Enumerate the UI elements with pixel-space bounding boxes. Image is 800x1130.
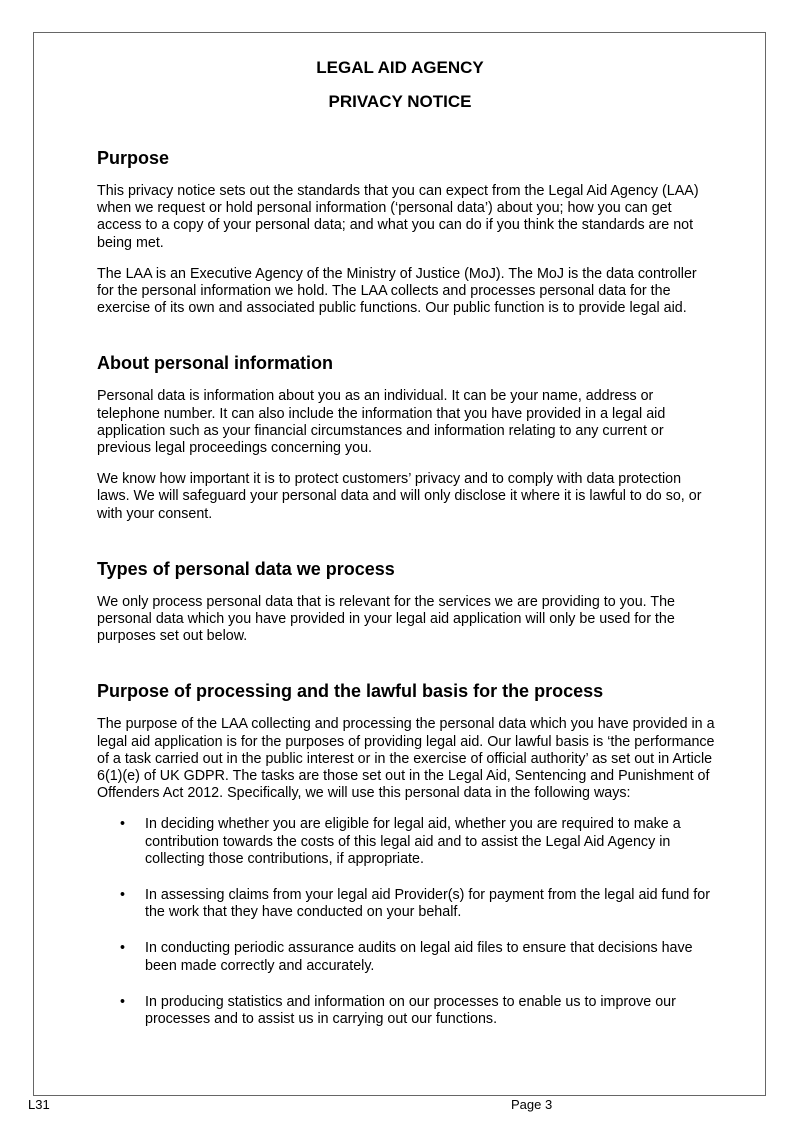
paragraph: We know how important it is to protect customers’ privacy and to comply with data protection laws. We will safeguard your personal data and will only disclose it where it is lawful to do so, or with your consent. (97, 471, 702, 522)
paragraph: This privacy notice sets out the standards that you can expect from the Legal Aid Agency (LAA) when we request or hold personal information (‘personal data’) about you; how you can get access to a copy of your personal data; and what you can do if you think the standards are not being met. (97, 183, 699, 251)
section-heading: Purpose of processing and the lawful basis for the process (97, 681, 604, 702)
list-item (97, 940, 717, 974)
bullet-icon: • (120, 993, 126, 1010)
processing-uses-list (97, 816, 717, 1028)
list-item (97, 816, 717, 868)
section-heading: Types of personal data we process (97, 558, 395, 579)
list-item-text: In assessing claims from your legal aid Provider(s) for payment from the legal aid fund for the work that they have conducted on your behalf. (145, 887, 710, 921)
list-item-text: In producing statistics and information on our processes to enable us to improve our processes and to assist us in carrying out our functions. (145, 993, 676, 1028)
notice-title: PRIVACY NOTICE (328, 92, 472, 111)
list-item (97, 887, 717, 921)
paragraph: We only process personal data that is relevant for the services we are providing to you. The personal data which you have provided in your legal aid application will only be used for the purposes set out below. (97, 593, 676, 645)
paragraph: Personal data is information about you as an individual. It can be your name, address or telephone number. It can also include the information that you have provided in a legal aid application such as your financial circumstances and information relating to any current or previous legal proceedings concerning you. (97, 388, 666, 457)
page-number: Page 3 (511, 1097, 553, 1112)
bullet-icon: • (120, 816, 126, 833)
list-item-text: In deciding whether you are eligible for legal aid, whether you are required to make a contribution towards the costs of this legal aid and to assist the Legal Aid Agency in collecting those contributions, if appropriate. (145, 816, 681, 867)
list-item-text: In conducting periodic assurance audits on legal aid files to ensure that decisions have been made correctly and accurately. (145, 940, 693, 974)
section-purpose (97, 146, 717, 317)
paragraph: The LAA is an Executive Agency of the Ministry of Justice (MoJ). The MoJ is the data controller for the personal information we hold. The LAA collects and processes personal data for the exercise of its own and associated public functions. Our public function is to provide legal aid. (97, 265, 697, 317)
section-heading: About personal information (97, 353, 333, 374)
section-heading: Purpose (97, 148, 170, 168)
bullet-icon: • (120, 887, 126, 904)
bullet-icon: • (120, 940, 126, 957)
document-body (97, 146, 717, 1062)
paragraph: The purpose of the LAA collecting and processing the personal data which you have provided in a legal aid application is for the purposes of providing legal aid. Our lawful basis is ‘the performance of a task carried out in the public interest or in the exercise of official authority’ as set out in Article 6(1)(e) of UK GDPR. The tasks are those set out in the Legal Aid, Sentencing and Punishment of Offenders Act 2012. Specifically, we will use this personal data in the following ways: (97, 716, 715, 802)
form-reference: L31 (28, 1097, 50, 1112)
agency-title: LEGAL AID AGENCY (316, 58, 484, 77)
section-about-personal-information (97, 351, 717, 522)
list-item (97, 994, 717, 1028)
document-title-block (0, 57, 800, 113)
section-types-of-personal-data (97, 557, 717, 646)
section-purpose-of-processing (97, 679, 717, 1028)
